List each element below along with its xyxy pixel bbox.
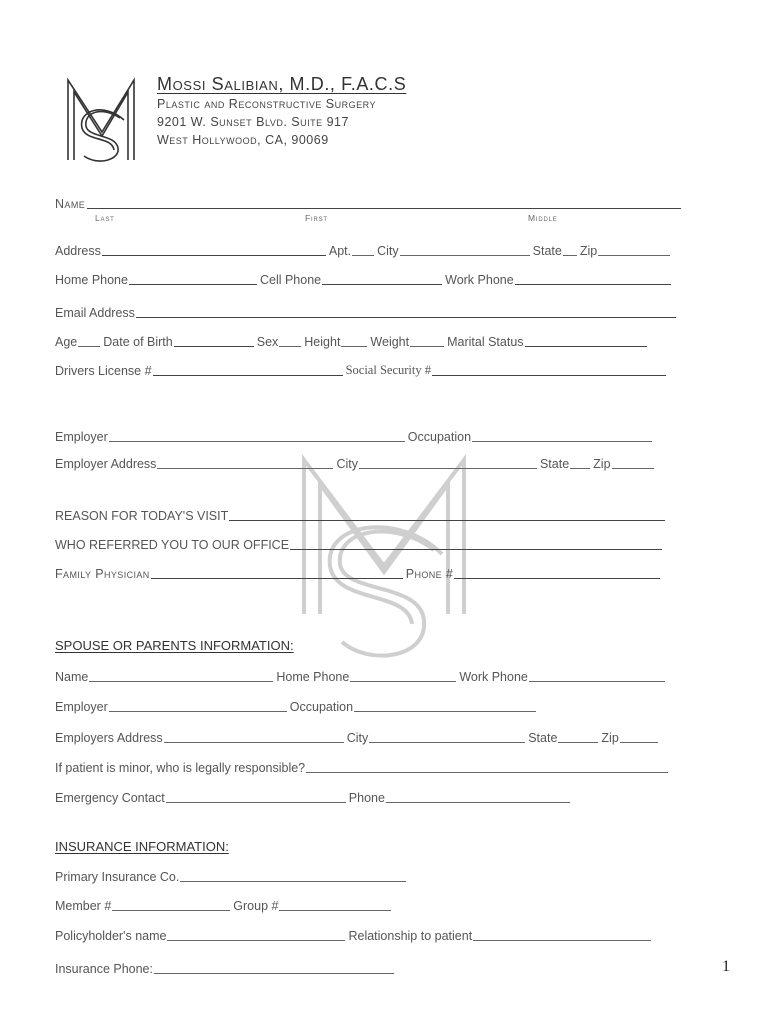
sex-label: Sex — [256, 335, 279, 349]
weight-label: Weight — [370, 335, 410, 349]
reason-row — [55, 508, 668, 523]
page-number: 1 — [722, 958, 730, 975]
email-field[interactable] — [136, 305, 676, 318]
spouse-employer-field[interactable] — [109, 699, 287, 712]
employer-state-field[interactable] — [570, 456, 590, 469]
spouse-occupation-field[interactable] — [354, 699, 536, 712]
city-field[interactable] — [400, 243, 530, 256]
reason-label: REASON FOR TODAY'S VISIT — [55, 509, 229, 523]
cell-phone-label: Cell Phone — [259, 273, 322, 287]
reason-field[interactable] — [229, 508, 665, 521]
ms-logo — [62, 72, 140, 164]
spouse-home-phone-field[interactable] — [350, 669, 456, 682]
insurance-phone-field[interactable] — [154, 961, 394, 974]
sex-field[interactable] — [279, 334, 301, 347]
state-field[interactable] — [563, 243, 577, 256]
spouse-heading: SPOUSE OR PARENTS INFORMATION: — [55, 638, 294, 653]
spouse-home-phone-label: Home Phone — [276, 670, 350, 684]
occupation-field[interactable] — [472, 429, 652, 442]
employer-zip-field[interactable] — [612, 456, 654, 469]
minor-field[interactable] — [306, 760, 668, 773]
emergency-row — [55, 790, 573, 805]
last-label: Last — [95, 213, 115, 223]
spouse-employers-address-label: Employers Address — [55, 731, 163, 745]
spouse-zip-field[interactable] — [620, 730, 658, 743]
employer-state-label: State — [539, 457, 570, 471]
zip-label: Zip — [579, 244, 598, 258]
dob-label: Date of Birth — [103, 335, 173, 349]
license-label: Drivers License # — [55, 364, 152, 378]
spouse-city-field[interactable] — [369, 730, 525, 743]
spouse-name-field[interactable] — [89, 669, 273, 682]
referred-field[interactable] — [290, 537, 662, 550]
spouse-name-label: Name — [55, 670, 89, 684]
family-physician-field[interactable] — [151, 566, 403, 579]
spouse-state-label: State — [528, 731, 558, 745]
zip-field[interactable] — [598, 243, 670, 256]
ssn-field[interactable] — [432, 363, 666, 376]
address-label: Address — [55, 244, 101, 258]
primary-insurance-label: Primary Insurance Co. — [55, 870, 180, 884]
employer-address-label: Employer Address — [55, 457, 157, 471]
spouse-address-row — [55, 730, 661, 745]
employer-address-field[interactable] — [157, 456, 333, 469]
physician-phone-label: Phone # — [405, 567, 454, 581]
employer-address-row — [55, 456, 657, 471]
ssn-label: Social Security # — [345, 363, 431, 377]
weight-field[interactable] — [410, 334, 444, 347]
spouse-state-field[interactable] — [558, 730, 598, 743]
relationship-label: Relationship to patient — [348, 929, 473, 943]
spouse-occupation-label: Occupation — [289, 700, 354, 714]
work-phone-label: Work Phone — [445, 273, 514, 287]
age-row — [55, 334, 650, 349]
cell-phone-field[interactable] — [322, 272, 442, 285]
employer-city-label: City — [336, 457, 358, 471]
specialty: Plastic and Reconstructive Surgery — [157, 97, 376, 111]
height-label: Height — [304, 335, 341, 349]
license-field[interactable] — [153, 363, 343, 376]
group-label: Group # — [233, 899, 279, 913]
physician-phone-field[interactable] — [454, 566, 660, 579]
spouse-work-phone-label: Work Phone — [459, 670, 528, 684]
employer-row — [55, 429, 655, 444]
referred-row — [55, 537, 665, 552]
employer-city-field[interactable] — [359, 456, 537, 469]
policyholder-row — [55, 928, 654, 943]
emergency-phone-field[interactable] — [386, 790, 570, 803]
emergency-label: Emergency Contact — [55, 791, 165, 805]
phones-row — [55, 272, 674, 287]
minor-label: If patient is minor, who is legally responsible? — [55, 761, 306, 775]
ms-watermark — [296, 454, 472, 664]
home-phone-label: Home Phone — [55, 273, 128, 287]
spouse-work-phone-field[interactable] — [529, 669, 665, 682]
primary-insurance-row — [55, 869, 409, 884]
height-field[interactable] — [341, 334, 367, 347]
city-label: City — [377, 244, 399, 258]
member-row — [55, 898, 394, 913]
dob-field[interactable] — [174, 334, 254, 347]
relationship-field[interactable] — [473, 928, 651, 941]
email-row — [55, 305, 679, 320]
spouse-name-row — [55, 669, 668, 684]
address-field[interactable] — [102, 243, 326, 256]
doctor-name: Mossi Salibian, M.D., F.A.C.S — [157, 74, 407, 94]
employer-zip-label: Zip — [593, 457, 611, 471]
policyholder-label: Policyholder's name — [55, 929, 167, 943]
emergency-field[interactable] — [166, 790, 346, 803]
age-field[interactable] — [78, 334, 100, 347]
group-field[interactable] — [279, 898, 391, 911]
license-row — [55, 363, 669, 378]
spouse-zip-label: Zip — [601, 731, 619, 745]
insurance-phone-label: Insurance Phone: — [55, 962, 153, 976]
occupation-label: Occupation — [407, 430, 472, 444]
age-label: Age — [55, 335, 78, 349]
name-label: Name — [55, 197, 86, 211]
primary-insurance-field[interactable] — [180, 869, 406, 882]
address-line-2: West Hollywood, CA, 90069 — [157, 133, 329, 147]
name-field[interactable] — [87, 196, 681, 209]
marital-label: Marital Status — [447, 335, 524, 349]
emergency-phone-label: Phone — [348, 791, 385, 805]
insurance-heading: INSURANCE INFORMATION: — [55, 839, 229, 854]
spouse-city-label: City — [346, 731, 369, 745]
spouse-employer-label: Employer — [55, 700, 108, 714]
home-phone-field[interactable] — [129, 272, 257, 285]
apt-label: Apt. — [328, 244, 352, 258]
work-phone-field[interactable] — [515, 272, 671, 285]
family-physician-label: Family Physician — [55, 567, 150, 581]
insurance-phone-row — [55, 961, 397, 976]
email-label: Email Address — [55, 306, 135, 320]
first-label: First — [305, 213, 328, 223]
member-label: Member # — [55, 899, 112, 913]
state-label: State — [532, 244, 562, 258]
apt-field[interactable] — [352, 243, 374, 256]
address-row — [55, 243, 673, 258]
address-line-1: 9201 W. Sunset Blvd. Suite 917 — [157, 115, 349, 129]
employer-label: Employer — [55, 430, 108, 444]
member-field[interactable] — [112, 898, 230, 911]
physician-row — [55, 566, 663, 581]
name-row — [55, 196, 684, 211]
employer-field[interactable] — [109, 429, 405, 442]
middle-label: Middle — [528, 213, 558, 223]
policyholder-field[interactable] — [167, 928, 345, 941]
referred-label: WHO REFERRED YOU TO OUR OFFICE — [55, 538, 290, 552]
spouse-employers-address-field[interactable] — [164, 730, 344, 743]
marital-field[interactable] — [525, 334, 647, 347]
spouse-employer-row — [55, 699, 539, 714]
minor-row — [55, 760, 671, 775]
